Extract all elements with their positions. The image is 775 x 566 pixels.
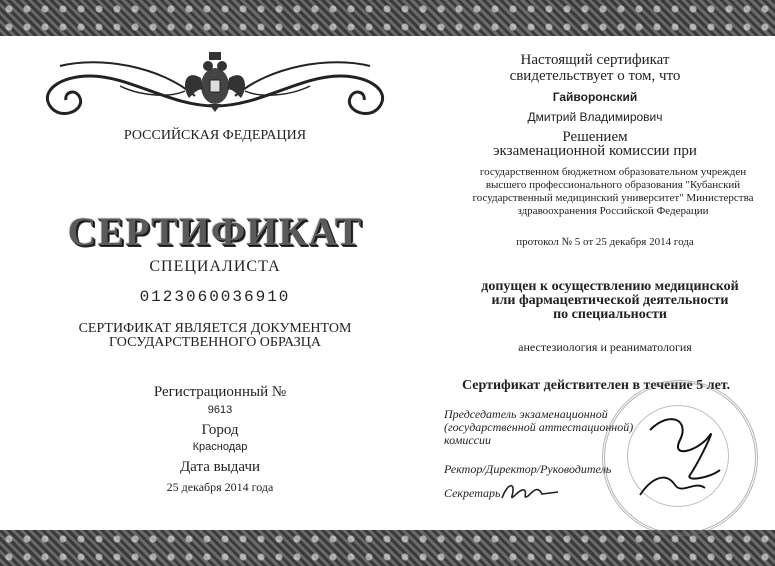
- certificate-number: 0123060036910: [139, 288, 291, 306]
- organization-line-2: высшего профессионального образования "Кубанский: [485, 179, 741, 191]
- decision-line-1: Решением: [562, 129, 628, 145]
- admission-line-1: допущен к осуществлению медицинской: [481, 279, 739, 294]
- secretary-signature-label: Секретарь: [444, 486, 501, 500]
- organization-line-1: государственном бюджетном образовательном учрежден: [479, 166, 747, 178]
- certificate-subtitle: СПЕЦИАЛИСТА: [149, 258, 281, 275]
- registration-number: 9613: [207, 404, 233, 416]
- document-status-line-2: ГОСУДАРСТВЕННОГО ОБРАЗЦА: [109, 335, 321, 350]
- rector-signature-label: Ректор/Директор/Руководитель: [444, 462, 612, 476]
- issue-date-label: Дата выдачи: [179, 459, 261, 475]
- organization-line-3: государственный медицинский университет" Министерства: [472, 192, 754, 204]
- city-value: Краснодар: [192, 441, 248, 453]
- intro-line-1: Настоящий сертификат: [520, 52, 670, 68]
- intro-line-2: свидетельствует о том, что: [509, 68, 681, 84]
- chairman-line-2: (государственной аттестационной): [444, 420, 634, 434]
- validity-statement: Сертификат действителен в течение 5 лет.: [462, 378, 731, 393]
- document-status: [40, 322, 390, 350]
- chairman-line-3: комиссии: [444, 433, 492, 447]
- issue-date-value: 25 декабря 2014 года: [166, 480, 274, 494]
- chairman-signature: [620, 400, 740, 510]
- holder-name: Дмитрий Владимирович: [527, 110, 663, 124]
- decorative-bottom-band: [0, 530, 775, 566]
- organization-line-4: здравоохранения Российской Федерации: [517, 205, 709, 217]
- issuing-organization: [448, 166, 775, 218]
- chairman-line-1: Председатель экзаменационной: [444, 407, 608, 421]
- decision-text: [440, 130, 750, 158]
- decision-line-2: экзаменационной комиссии при: [493, 143, 697, 159]
- secretary-signature: [498, 478, 568, 508]
- intro-text: [440, 52, 750, 84]
- document-status-line-1: СЕРТИФИКАТ ЯВЛЯЕТСЯ ДОКУМЕНТОМ: [78, 321, 352, 336]
- registration-block: [90, 384, 350, 495]
- holder-surname: Гайворонский: [552, 90, 638, 104]
- decorative-top-band: [0, 0, 775, 36]
- country-name: РОССИЙСКАЯ ФЕДЕРАЦИЯ: [123, 128, 307, 143]
- admission-line-3: по специальности: [553, 307, 667, 322]
- city-label: Город: [201, 422, 239, 438]
- specialty-value: анестезиология и реаниматология: [518, 340, 692, 354]
- protocol-reference: протокол № 5 от 25 декабря 2014 года: [516, 236, 694, 248]
- admission-text: [450, 280, 770, 322]
- registration-label: Регистрационный №: [153, 384, 287, 400]
- certificate-title: СЕРТИФИКАТ: [67, 209, 363, 254]
- coat-of-arms-ornament: [20, 36, 410, 126]
- admission-line-2: или фармацевтической деятельности: [491, 293, 729, 308]
